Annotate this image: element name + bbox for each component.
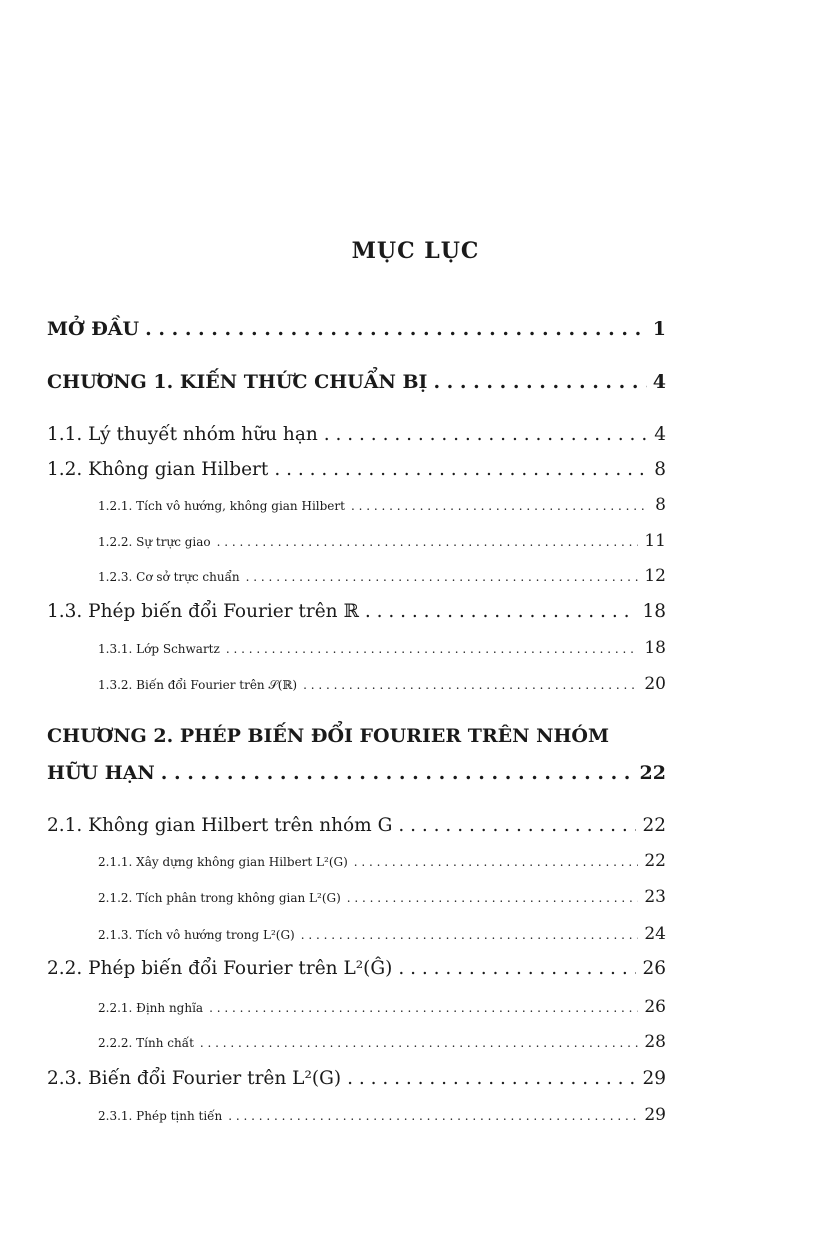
toc-leader-dots — [161, 762, 634, 784]
toc-leader-dots — [398, 958, 636, 979]
toc-entry-2-1[interactable] — [47, 815, 666, 836]
toc-leader-dots — [347, 891, 639, 905]
toc-entry-page: 24 — [644, 924, 666, 944]
toc-entry-page: 26 — [642, 958, 666, 979]
toc-entry-title: CHƯƠNG 1. KIẾN THỨC CHUẨN BỊ — [47, 371, 428, 393]
toc-leader-dots — [324, 424, 648, 445]
toc-leader-dots — [398, 815, 636, 836]
toc-leader-dots — [226, 642, 639, 656]
toc-entry-chuong-2-line1[interactable] — [47, 725, 666, 747]
toc-leader-dots — [145, 318, 647, 340]
toc-entry-page: 29 — [642, 1068, 666, 1089]
toc-entry-2-1-2[interactable] — [98, 887, 666, 907]
toc-entry-title: 1.3.2. Biến đổi Fourier trên 𝒮(ℝ) — [98, 678, 298, 692]
toc-entry-2-1-1[interactable] — [98, 851, 666, 871]
toc-entry-page: 18 — [642, 601, 666, 622]
toc-entry-page: 28 — [644, 1032, 666, 1052]
toc-entry-title: 2.1.2. Tích phân trong không gian L²(G) — [98, 891, 341, 905]
toc-entry-page: 29 — [644, 1105, 666, 1125]
toc-entry-page: 1 — [652, 318, 666, 340]
toc-leader-dots — [274, 459, 648, 480]
toc-entry-page: 22 — [642, 815, 666, 836]
toc-entry-2-2[interactable] — [47, 958, 666, 979]
toc-entry-page: 11 — [644, 531, 666, 551]
toc-entry-title: 1.3. Phép biến đổi Fourier trên ℝ — [47, 601, 359, 622]
toc-entry-title: 2.1.3. Tích vô hướng trong L²(G) — [98, 928, 295, 942]
toc-entry-title: 2.2.1. Định nghĩa — [98, 1001, 204, 1015]
toc-entry-1-3[interactable] — [47, 601, 666, 622]
toc-entry-chuong-2-line2[interactable] — [47, 762, 666, 784]
toc-entry-title: 2.3.1. Phép tịnh tiến — [98, 1109, 223, 1123]
toc-entry-1-2-2[interactable] — [98, 531, 666, 551]
toc-leader-dots — [200, 1036, 638, 1050]
toc-entry-2-2-2[interactable] — [98, 1032, 666, 1052]
toc-entry-title: 1.2.3. Cơ sở trực chuẩn — [98, 570, 240, 584]
toc-entry-1-3-1[interactable] — [98, 638, 666, 658]
toc-leader-dots — [246, 570, 639, 584]
toc-entry-1-1[interactable] — [47, 424, 666, 445]
toc-leader-dots — [228, 1109, 638, 1123]
toc-entry-title: 2.2. Phép biến đổi Fourier trên L²(Ĝ) — [47, 958, 393, 979]
toc-leader-dots — [209, 1001, 638, 1015]
toc-entry-1-2[interactable] — [47, 459, 666, 480]
toc-entry-title: 1.2.1. Tích vô hướng, không gian Hilbert — [98, 499, 345, 513]
toc-entry-title: 1.3.1. Lớp Schwartz — [98, 642, 220, 656]
toc-entry-2-1-3[interactable] — [98, 924, 666, 944]
toc-entry-title-cont: HỮU HẠN — [47, 762, 155, 784]
toc-entry-page: 23 — [644, 887, 666, 907]
toc-leader-dots — [365, 601, 637, 622]
toc-leader-dots — [433, 371, 646, 393]
toc-entry-page: 8 — [654, 459, 666, 480]
toc-entry-page: 4 — [652, 371, 666, 393]
toc-leader-dots — [354, 855, 639, 869]
toc-entry-title: 2.1.1. Xây dựng không gian Hilbert L²(G) — [98, 855, 348, 869]
toc-entry-title: 1.1. Lý thuyết nhóm hữu hạn — [47, 424, 318, 445]
toc-entry-title: 2.2.2. Tính chất — [98, 1036, 194, 1050]
toc-entry-mo-dau[interactable] — [47, 318, 666, 340]
toc-entry-page: 22 — [639, 762, 666, 784]
toc-entry-page: 20 — [644, 674, 666, 694]
toc-entry-1-2-1[interactable] — [98, 495, 666, 515]
toc-entry-1-2-3[interactable] — [98, 566, 666, 586]
toc-entry-page: 26 — [644, 997, 666, 1017]
toc-leader-dots — [351, 499, 649, 513]
toc-entry-chuong-1[interactable] — [47, 371, 666, 393]
toc-entry-title: 1.2. Không gian Hilbert — [47, 459, 269, 480]
toc-entry-page: 4 — [654, 424, 666, 445]
toc-leader-dots — [303, 678, 638, 692]
toc-entry-page: 8 — [655, 495, 666, 515]
toc-entry-page: 12 — [644, 566, 666, 586]
toc-leader-dots — [347, 1068, 636, 1089]
toc-entry-page: 18 — [644, 638, 666, 658]
toc-entry-1-3-2[interactable] — [98, 674, 666, 694]
toc-entry-2-2-1[interactable] — [98, 997, 666, 1017]
toc-entry-title: 1.2.2. Sự trực giao — [98, 535, 211, 549]
toc-entry-title: CHƯƠNG 2. PHÉP BIẾN ĐỔI FOURIER TRÊN NHÓM — [47, 725, 610, 747]
toc-entry-title: MỞ ĐẦU — [47, 318, 140, 340]
toc-entry-title: 2.1. Không gian Hilbert trên nhóm G — [47, 815, 393, 836]
toc-entry-title: 2.3. Biến đổi Fourier trên L²(G) — [47, 1068, 342, 1089]
toc-entry-2-3[interactable] — [47, 1068, 666, 1089]
toc-entry-page: 22 — [644, 851, 666, 871]
toc-leader-dots — [301, 928, 639, 942]
page-title: MỤC LỤC — [351, 238, 480, 264]
toc-leader-dots — [217, 535, 639, 549]
toc-entry-2-3-1[interactable] — [98, 1105, 666, 1125]
